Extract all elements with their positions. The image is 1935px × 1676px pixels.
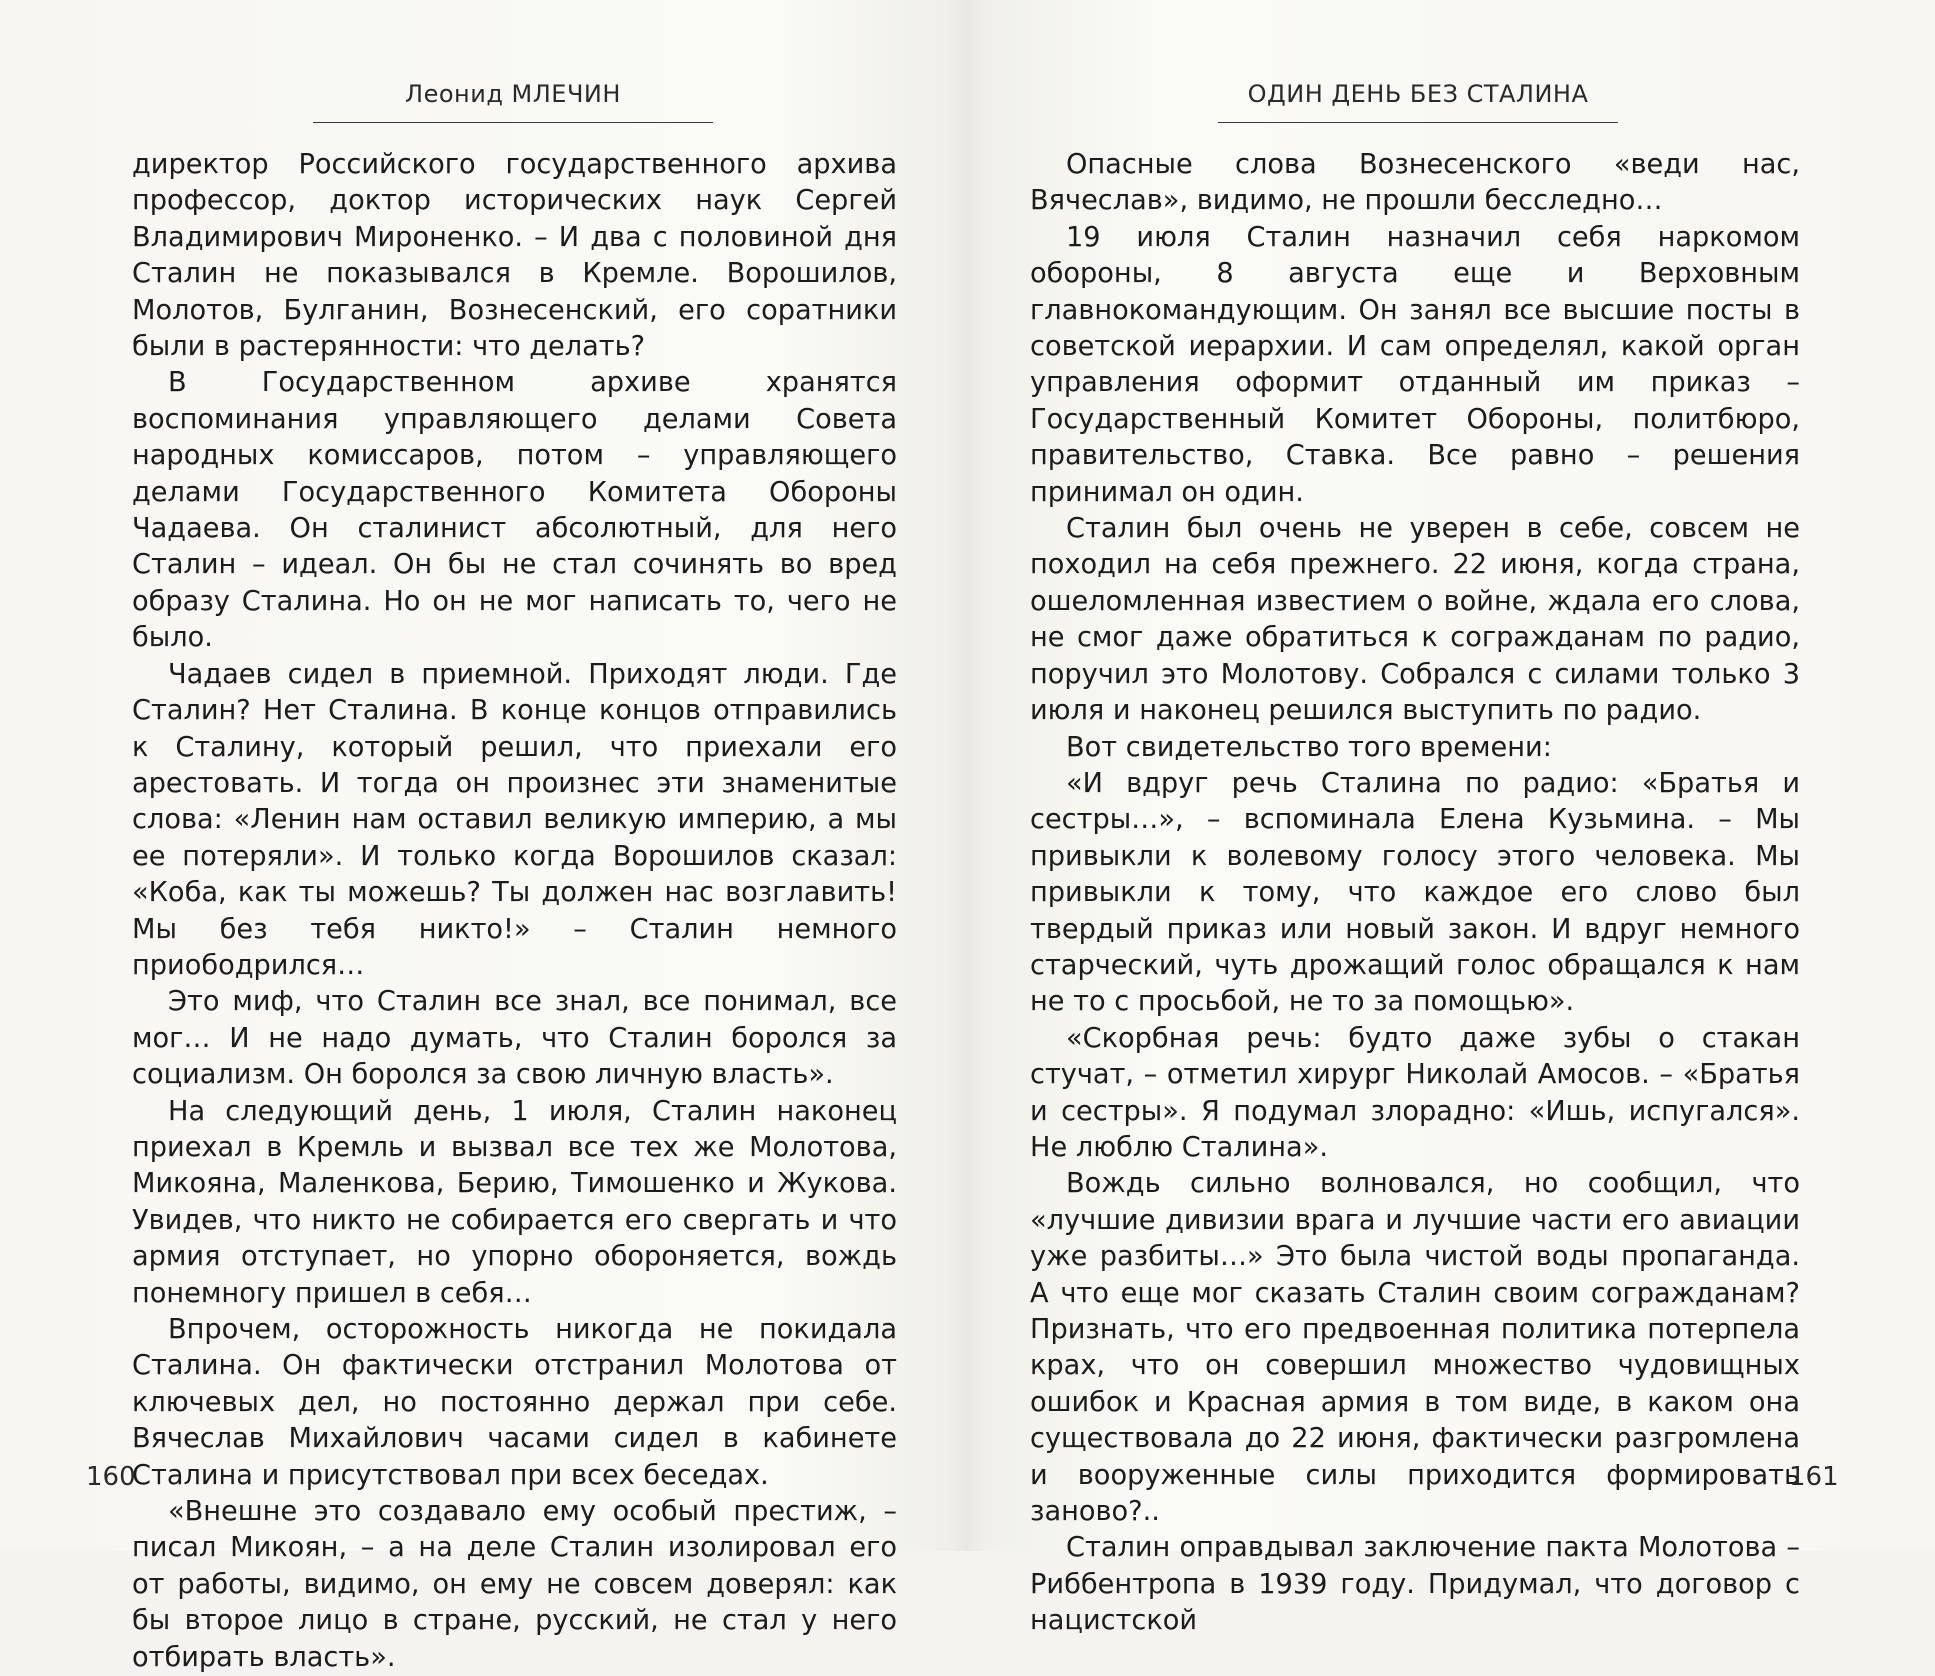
paragraph: Впрочем, осторожность никогда не покидала Сталина. Он фактически отстранил Молотова от ключевых дел, но постоянно держал при себе. Вячеслав Михайлович часами сидел в кабинете Сталина и присутствовал при всех беседах. [132,1314,897,1491]
paragraph: Вот свидетельство того времени: [1066,731,1552,763]
paragraph: Сталин оправдывал заключение пакта Молотова – Риббентропа в 1939 году. Придумал, что договор с нацистской [1030,1532,1800,1637]
paragraph: Это миф, что Сталин все знал, все понимал, все мог… И не надо думать, что Сталин боролся за социализм. Он боролся за свою личную власть». [132,986,897,1091]
paragraph: Чадаев сидел в приемной. Приходят люди. Где Сталин? Нет Сталина. В конце концов отправились к Сталину, который решил, что приехали его арестовать. И тогда он произнес эти знаменитые слова: «Ленин нам оставил великую империю, а мы ее потеряли». И только когда Ворошилов сказал: «Коба, как ты можешь? Ты должен нас возглавить! Мы без тебя никто!» – Сталин немного приободрился… [132,658,897,981]
paragraph: Вождь сильно волновался, но сообщил, что «лучшие дивизии врага и лучшие части его авиации уже разбиты…» Это была чистой воды пропаганда. А что еще мог сказать Сталин своим согражданам? Признать, что его предвоенная политика потерпела крах, что он совершил множество чудовищных ошибок и Красная армия в том виде, в каком она существовала до 22 июня, фактически разгромлена и вооруженные силы приходится формировать заново?.. [1030,1168,1800,1528]
paragraph: директор Российского государственного архива профессор, доктор исторических наук Сергей Владимирович Мироненко. – И два с половиной дня Сталин не показывался в Кремле. Ворошилов, Молотов, Булганин, Вознесенский, его соратники были в растерянности: что делать? [132,149,897,363]
paragraph: На следующий день, 1 июля, Сталин наконец приехал в Кремль и вызвал все тех же Молотова, Микояна, Маленкова, Берию, Тимошенко и Жукова. Увидев, что никто не собирается его свергать и что армия отступает, но упорно обороняется, вождь понемногу пришел в себя… [132,1095,897,1309]
paragraph: 19 июля Сталин назначил себя наркомом обороны, 8 августа еще и Верховным главнокомандующим. Он занял все высшие посты в советской иерархии. И сам определял, какой орган управления оформит отданный им приказ – Государственный Комитет Обороны, политбюро, правительство, Ставка. Все равно – решения принимал он один. [1030,221,1800,508]
right-page-text [1030,147,1800,1640]
paragraph: «И вдруг речь Сталина по радио: «Братья и сестры…», – вспоминала Елена Кузьмина. – Мы привыкли к волевому голосу этого человека. Мы привыкли к тому, что каждое его слово был твердый приказ или новый закон. И вдруг немного старческий, чуть дрожащий голос обращался к нам не то с просьбой, не то за помощью». [1030,767,1800,1018]
paragraph: «Скорбная речь: будто даже зубы о стакан стучат, – отметил хирург Николай Амосов. – «Братья и сестры». Я подумал злорадно: «Ишь, испугался». Не люблю Сталина». [1030,1022,1800,1163]
paragraph: Сталин был очень не уверен в себе, совсем не походил на себя прежнего. 22 июня, когда страна, ошеломленная известием о войне, ждала его слова, не смог даже обратиться к согражданам по радио, поручил это Молотову. Собрался с силами только 3 июля и наконец решился выступить по радио. [1030,513,1800,727]
left-page-text [132,147,897,1676]
paragraph: Опасные слова Вознесенского «веди нас, Вячеслав», видимо, не прошли бесследно… [1030,149,1800,217]
running-head-author-text: Леонид МЛЕЧИН [405,80,621,108]
running-head-title [1218,80,1618,123]
running-head-title-text: ОДИН ДЕНЬ БЕЗ СТАЛИНА [1247,80,1589,108]
header-rule [1218,122,1618,123]
paragraph: «Внешне это создавало ему особый престиж, – писал Микоян, – а на деле Сталин изолировал его от работы, видимо, он ему не совсем доверял: как бы второе лицо в стране, русский, не стал у него отбирать власть». [132,1496,897,1673]
paragraph: В Государственном архиве хранятся воспоминания управляющего делами Совета народных комиссаров, потом – управляющего делами Государственного Комитета Обороны Чадаева. Он сталинист абсолютный, для него Сталин – идеал. Он бы не стал сочинять во вред образу Сталина. Но он не мог написать то, чего не было. [132,367,897,654]
page-number: 160 [86,1462,136,1492]
header-rule [313,122,713,123]
running-head-author [313,80,713,123]
page-number: 161 [1789,1462,1839,1492]
